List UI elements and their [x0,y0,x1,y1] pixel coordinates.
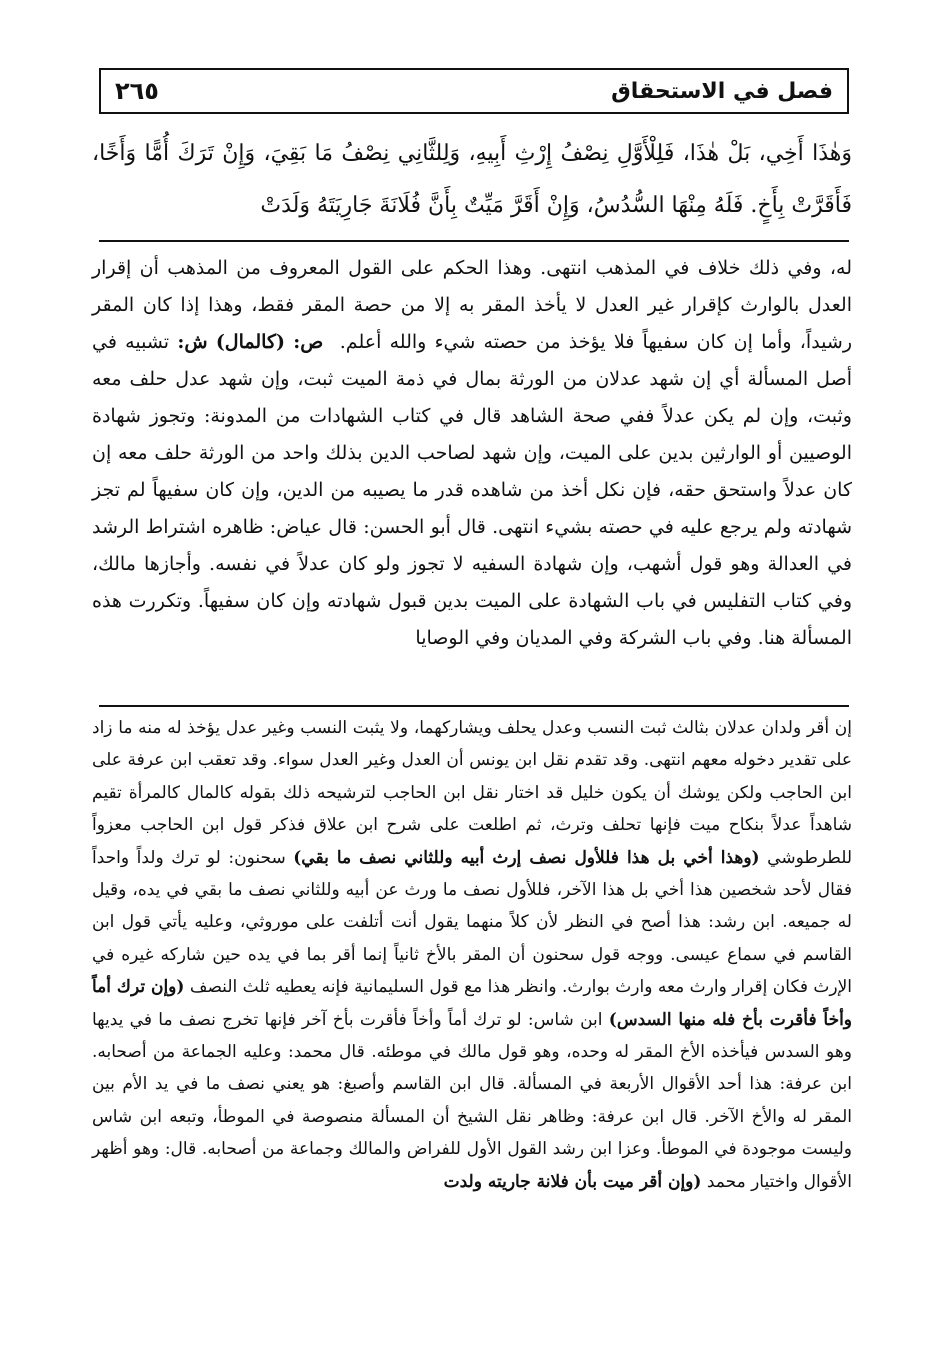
sharh-commentary [92,250,852,657]
hashiya-footnote [92,712,852,1198]
matn-divider [99,240,849,242]
hashiya-text-3: ابن شاس: لو ترك أماً وأخاً فأقرت بأخ آخر فإنها تخرج نصف ما في يديها وهو السدس فيأخذه الأخ المقر له وحده، وهو قول مالك في موطئه. قال محمد: وعليه الجماعة من أصحابه. ابن عرفة: هذا أحد الأقوال الأربعة في المسألة. قال ابن القاسم وأصبغ: هو يعني نصف ما في يد الأم بين المقر له والأخ الآخر. قال ابن عرفة: وظاهر نقل الشيخ أن المسألة منصوصة في الموطأ، وتبعه ابن شاس وليست موجودة في الموطأ. وعزا ابن رشد القول الأول للفراض والمالك وجماعة من أصحابه. قال: وهو أظهر الأقوال واختيار محمد [92,1009,852,1192]
hashiya-text-2: سحنون: لو ترك ولداً واحداً فقال لأحد شخصين هذا أخي بل هذا الآخر، فللأول نصف ما ورث عن أبيه وللثاني نصف ما بقي في يده، وقيل له جميعه. ابن رشد: هذا أصح في النظر لأن كلاً منهما يقول أنت أتلفت على موروثي، وعليه يأتي قول ابن القاسم في سماع عيسى. ووجه قول سحنون أن المقر بالأخ ثانياً إنما أقر بما في يده حين شاركه غيره في الإرث فكان إقرار وارث معه وارث بوارث. وانظر هذا مع قول السليمانية فإنه يعطيه ثلث النصف [92,847,852,998]
sharh-label-sad: ص: [293,331,324,353]
chapter-title: فصل في الاستحقاق [611,78,833,104]
sharh-paragraph-2: تشبيه في أصل المسألة أي إن شهد عدلان من الورثة بمال في ذمة الميت ثبت، وإن شهد عدل حلف معه وثبت، وإن لم يكن عدلاً ففي صحة الشاهد قال في كتاب الشهادات من المدونة: وتجوز شهادة الوصيين أو الوارثين بدين على الميت، وإن شهد لصاحب الدين بذلك واحد من الورثة حلف معه إن كان عدلاً واستحق حقه، فإن نكل أخذ من شاهده قدر ما يصيبه من الدين، وإن كان سفيهاً لم تجز شهادته ولم يرجع عليه في حصته بشيء انتهى. قال أبو الحسن: قال عياض: ظاهره اشتراط الرشد في العدالة وهو قول أشهب، وإن شهادة السفيه لا تجوز ولو كان عدلاً في نفسه. وأجازها مالك، وفي كتاب التفليس في باب الشهادة على الميت بدين قبول شهادته وإن كان سفيهاً. وتكررت هذه المسألة هنا. وفي باب الشركة وفي المديان وفي الوصايا [92,331,852,649]
hashiya-text-1: إن أقر ولدان عدلان بثالث ثبت النسب وعدل يحلف ويشاركهما، ولا يثبت النسب وغير عدل يؤخذ له منه ما زاد على تقدير دخوله معهم انتهى. وقد تقدم نقل ابن يونس أن العدل وغير العدل سواء. وقد تعقب ابن عرفة على ابن الحاجب ولكن يوشك أن يكون خليل قد اختار نقل ابن الحاجب لترشيحه ذلك بقوله كالمال كالمرأة تقيم شاهداً عدلاً بنكاح ميت فإنها تحلف وترث، ثم اطلعت على شرح ابن علاق فذكر قول ابن الحاجب معزواً للطرطوشي [92,718,853,868]
sharh-quoted-kalmal: (كالمال) [215,331,285,353]
footnote-divider [99,705,849,707]
page-number: ٢٦٥ [115,77,159,105]
hashiya-quote-1: (وهذا أخي بل هذا فللأول نصف إرث أبيه وللثاني نصف ما بقي) [293,847,760,868]
running-header [99,68,849,114]
matn-text: وَهٰذَا أَخِي، بَلْ هٰذَا، فَلِلْأَوَّلِ نِصْفُ إِرْثِ أَبِيهِ، وَلِلثَّانِي نِصْفُ مَا بَقِيَ، وَإِنْ تَرَكَ أُمًّا وَأَخًا، فَأَقَرَّتْ بِأَخٍ. فَلَهُ مِنْهَا السُّدُسُ، وَإِنْ أَقَرَّ مَيِّتٌ بِأَنَّ فُلَانَةَ جَارِيَتَهُ وَلَدَتْ [92,141,852,218]
hashiya-quote-3: (وإن أقر ميت بأن فلانة جاريته ولدت [443,1171,702,1192]
sharh-paragraph-1: له، وفي ذلك خلاف في المذهب انتهى. وهذا الحكم على القول المعروف من المذهب أن إقرار العدل بالوارث كإقرار غير العدل لا يأخذ المقر به إلا من حصة المقر فقط، وهذا إذا كان المقر رشيداً، وأما إن كان سفيهاً فلا يؤخذ من حصته شيء والله أعلم. [92,257,853,353]
hashiya-quote-2: (وإن ترك أماً وأخاً فأقرت بأخ فله منها السدس) [92,977,853,1030]
sharh-label-shin: ش: [177,331,208,353]
